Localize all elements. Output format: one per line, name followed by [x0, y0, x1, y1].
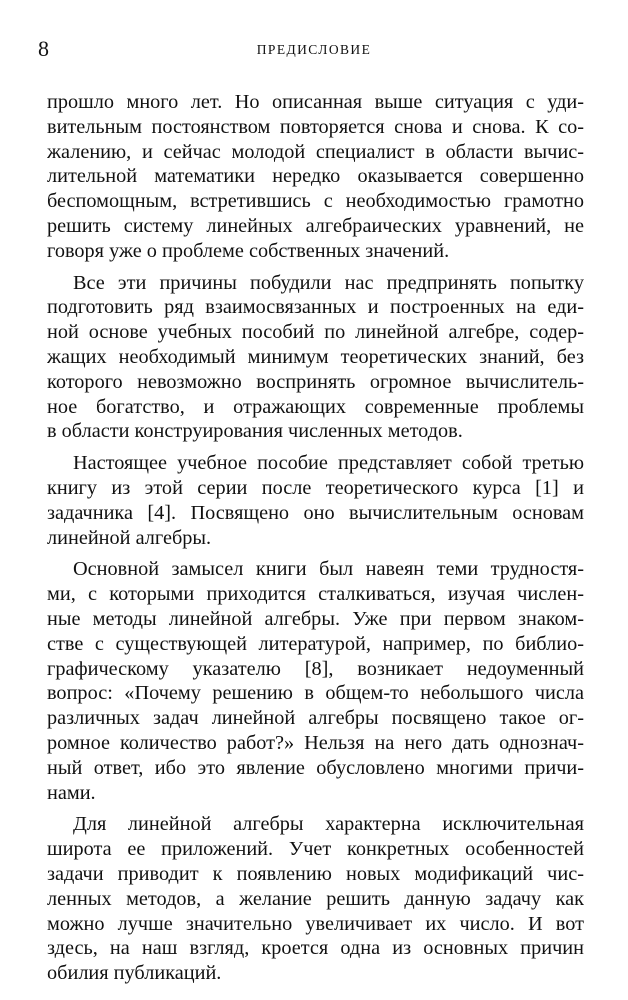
text-line: графическому указателю [8], возникает недоуменный	[47, 657, 584, 680]
text-line: можно лучше значительно увеличивает их число. И вот	[47, 912, 584, 935]
paragraph-5	[47, 812, 584, 986]
running-title: ПРЕДИСЛОВИЕ	[256, 42, 372, 57]
paragraph-2	[47, 271, 584, 445]
text-line: Настоящее учебное пособие представляет собой третью	[73, 452, 584, 475]
text-line: ное богатство, и отражающих современные проблемы	[47, 395, 584, 418]
text-line: Все эти причины побудили нас предпринять попытку	[73, 271, 584, 294]
text-line: задачи приводит к появлению новых модификаций чис-	[47, 862, 584, 885]
text-line: ми, с которыми приходится сталкиваться, изучая числен-	[47, 583, 584, 606]
paragraph-3	[47, 451, 584, 550]
text-line: здесь, на наш взгляд, кроется одна из основных причин	[47, 937, 584, 960]
text-line: Для линейной алгебры характерна исключительная	[73, 813, 584, 836]
paragraph-4	[47, 557, 584, 805]
text-line: ромное количество работ?» Нельзя на него дать однознач-	[47, 731, 584, 754]
text-line: Основной замысел книги был навеян теми трудностя-	[73, 558, 584, 581]
text-line: широта ее приложений. Учет конкретных особенностей	[47, 838, 584, 861]
text-line: лительной математики нередко оказывается совершенно	[47, 165, 584, 188]
text-line: обилия публикаций.	[47, 962, 222, 985]
text-line: жалению, и сейчас молодой специалист в области вычис-	[47, 140, 584, 163]
text-line: ленных методов, а желание решить данную задачу как	[47, 887, 584, 910]
text-line: вопрос: «Почему решению в общем-то небольшого числа	[47, 682, 584, 705]
text-line: различных задач линейной алгебры посвящено такое ог-	[47, 707, 584, 730]
text-line: ной основе учебных пособий по линейной алгебре, содер-	[47, 321, 584, 344]
text-line: прошло много лет. Но описанная выше ситуация с уди-	[47, 91, 584, 113]
text-line: беспомощным, встретившись с необходимостью грамотно	[47, 190, 584, 213]
text-line: подготовить ряд взаимосвязанных и построенных на еди-	[47, 296, 584, 319]
text-line: в области конструирования численных методов.	[47, 420, 463, 443]
page-number: 8	[38, 36, 49, 61]
text-line: линейной алгебры.	[47, 526, 212, 549]
text-line: жащих необходимый минимум теоретических знаний, без	[47, 345, 584, 368]
text-line: говоря уже о проблеме собственных значений.	[47, 239, 450, 262]
text-line: которого невозможно воспринять огромное вычислитель-	[47, 370, 584, 393]
body-text	[47, 90, 584, 993]
text-line: задачника [4]. Посвящено оно вычислительным основам	[47, 501, 584, 524]
text-line: решить систему линейных алгебраических уравнений, не	[47, 214, 584, 237]
text-line: нами.	[47, 781, 96, 804]
text-line: ный ответ, ибо это явление обусловлено многими причи-	[47, 756, 584, 779]
text-line: стве с существующей литературой, например, по библио-	[47, 632, 584, 655]
text-line: ные методы линейной алгебры. Уже при первом знаком-	[47, 607, 584, 630]
text-line: книгу из этой серии после теоретического курса [1] и	[47, 476, 584, 499]
paragraph-1	[47, 90, 584, 264]
text-line: вительным постоянством повторяется снова и снова. К со-	[47, 115, 584, 138]
